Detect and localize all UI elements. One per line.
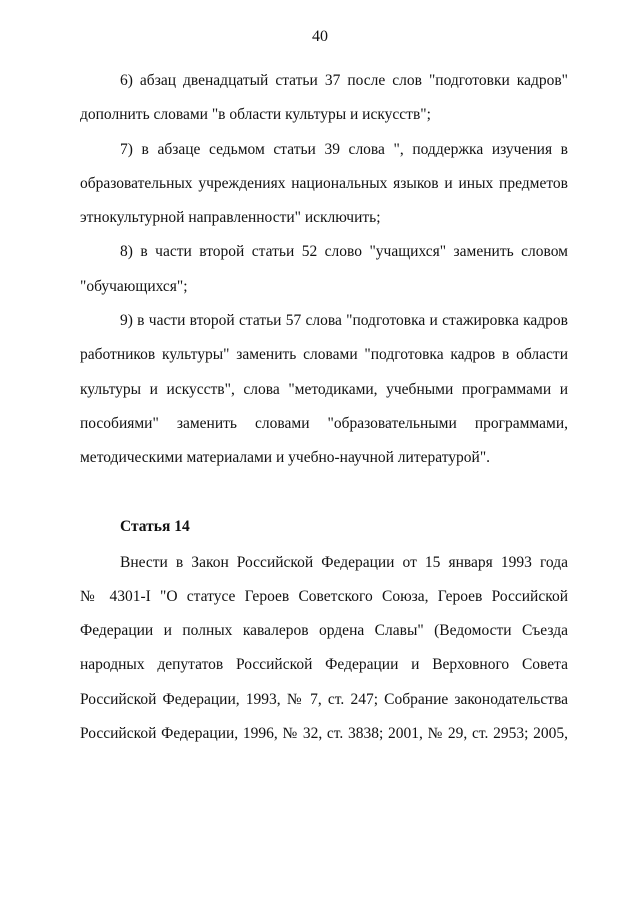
text-line: Российской Федерации, 1993, № 7, ст. 247; Собрание законодательства (80, 690, 568, 708)
text-line: пособиями" заменить словами "образовательными программами, (80, 414, 568, 432)
text-line: образовательных учреждениях национальных языков и иных предметов (80, 174, 568, 192)
text-line: № 4301-I "О статусе Героев Советского Союза, Героев Российской (80, 587, 568, 605)
page-number: 40 (312, 28, 328, 45)
text-line: 8) в части второй статьи 52 слово "учащихся" заменить словом (120, 243, 568, 261)
text-line: работников культуры" заменить словами "подготовка кадров в области (80, 346, 568, 364)
text-line: этнокультурной направленности" исключить; (80, 209, 381, 227)
text-line: Российской Федерации, 1996, № 32, ст. 3838; 2001, № 29, ст. 2953; 2005, (80, 725, 568, 743)
article-body (80, 546, 568, 752)
text-line: народных депутатов Российской Федерации и Верховного Совета (80, 656, 568, 674)
text-line: 7) в абзаце седьмом статьи 39 слова ", поддержка изучения в (120, 140, 568, 158)
amendment-item-8 (80, 235, 568, 304)
document-body (80, 64, 568, 751)
text-line: 6) абзац двенадцатый статьи 37 после слов "подготовки кадров" (120, 72, 568, 89)
text-line: 9) в части второй статьи 57 слова "подготовка и стажировка кадров (120, 312, 568, 330)
amendment-item-6 (80, 64, 568, 133)
amendment-item-7 (80, 133, 568, 236)
amendment-item-9 (80, 304, 568, 475)
text-line: Внести в Закон Российской Федерации от 15 января 1993 года (120, 553, 568, 571)
text-line: Федерации и полных кавалеров ордена Славы" (Ведомости Съезда (80, 622, 568, 640)
text-line: дополнить словами "в области культуры и искусств"; (80, 106, 431, 124)
text-line: методическими материалами и учебно-научной литературой". (80, 449, 491, 467)
text-line: культуры и искусств", слова "методиками, учебными программами и (80, 380, 568, 398)
text-line: "обучающихся"; (80, 277, 188, 295)
article-heading: Статья 14 (120, 517, 190, 535)
